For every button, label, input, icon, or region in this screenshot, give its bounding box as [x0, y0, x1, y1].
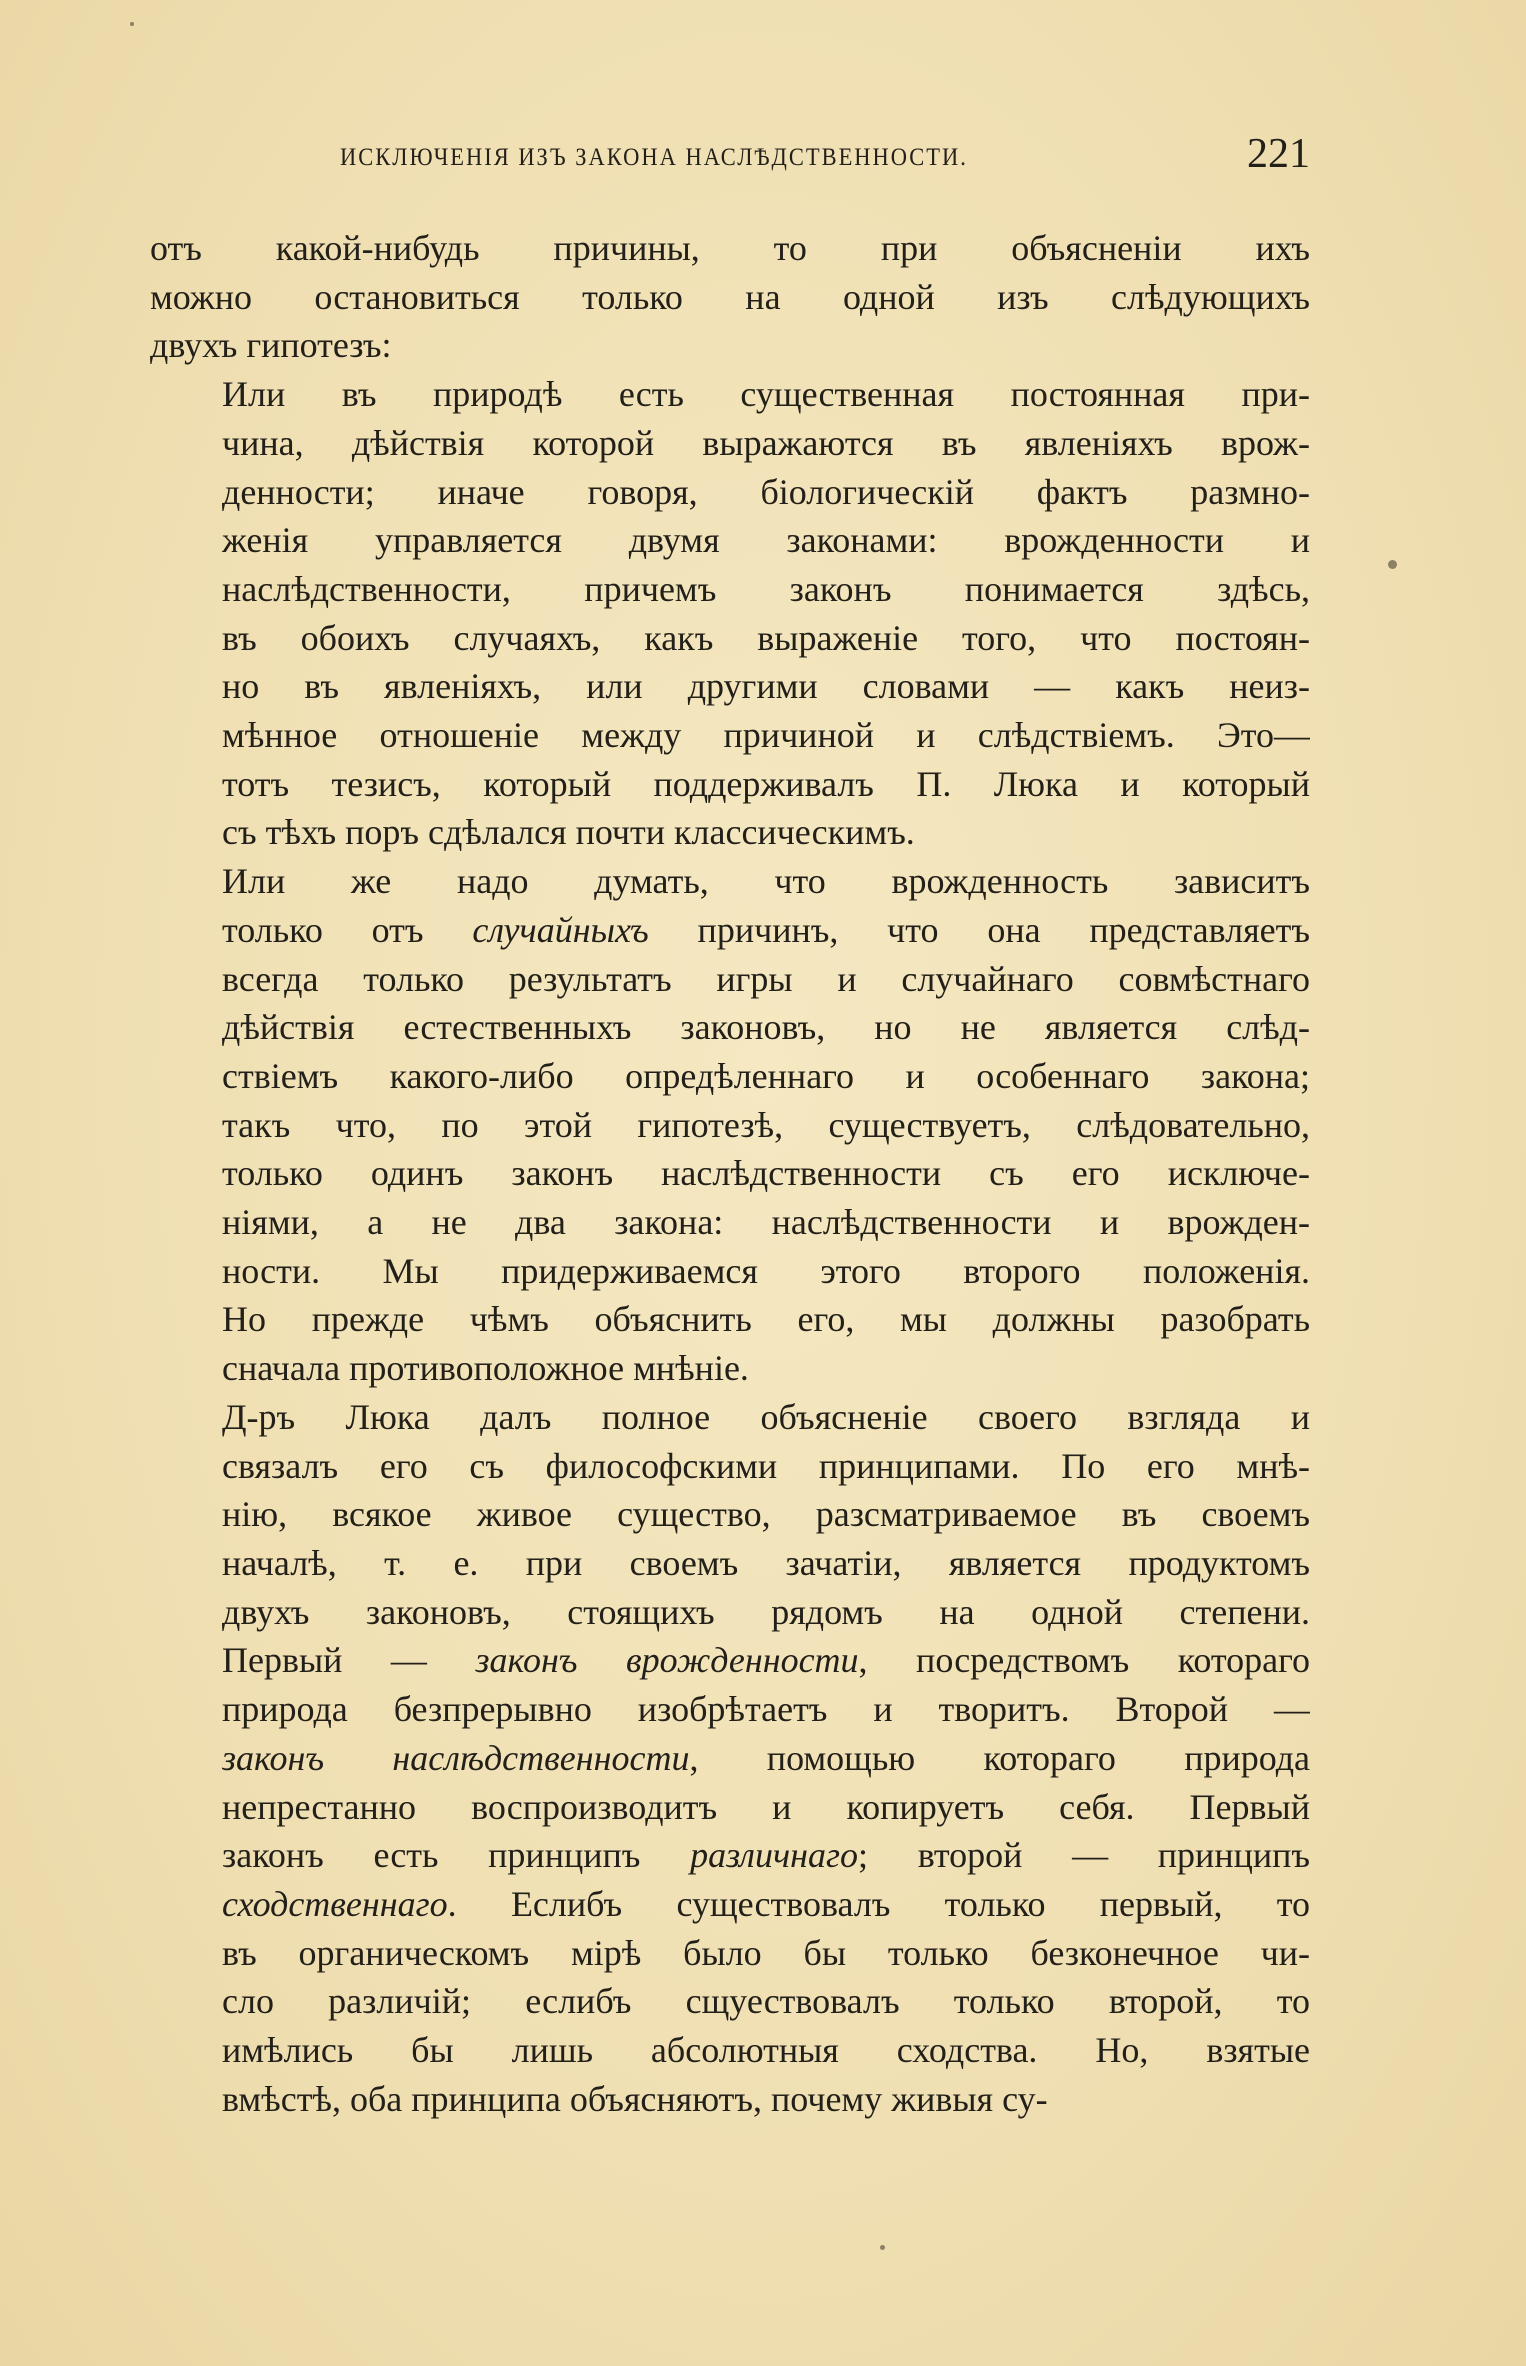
body-text: [150, 224, 1310, 2123]
emphasis: законъ наслѣдственности: [222, 1737, 690, 1778]
text-line: Но прежде чѣмъ объяснить его, мы должны разобрать: [222, 1299, 1310, 1340]
print-speck: [1388, 560, 1397, 569]
text-line: связалъ его съ философскими принципами. По его мнѣ-: [222, 1445, 1310, 1486]
text-line: такъ что, по этой гипотезѣ, существуетъ, слѣдовательно,: [222, 1104, 1310, 1145]
text-line: чина, дѣйствія которой выражаются въ явленіяхъ врож-: [222, 422, 1310, 463]
text-line: въ органическомъ мірѣ было бы только безконечное чи-: [222, 1932, 1310, 1973]
text-line: законъ наслѣдственности, помощью котораго природа: [222, 1737, 1310, 1778]
text-line: началѣ, т. е. при своемъ зачатіи, является продуктомъ: [222, 1542, 1310, 1583]
text-line: отъ какой-нибудь причины, то при объясненіи ихъ: [150, 228, 1310, 268]
text-line: ніями, а не два закона: наслѣдственности и врожден-: [222, 1202, 1310, 1243]
text-line: нію, всякое живое существо, разсматриваемое въ своемъ: [222, 1494, 1310, 1535]
text-line: непрестанно воспроизводитъ и копируетъ себя. Первый: [222, 1786, 1310, 1827]
text-line: двухъ законовъ, стоящихъ рядомъ на одной степени.: [222, 1591, 1310, 1632]
text-line: дѣйствія естественныхъ законовъ, но не является слѣд-: [222, 1007, 1310, 1048]
emphasis: сходственнаго: [222, 1883, 448, 1924]
text-line: Д-ръ Люка далъ полное объясненіе своего взгляда и: [222, 1396, 1310, 1437]
print-speck: [130, 22, 134, 26]
text-line: мѣнное отношеніе между причиной и слѣдствіемъ. Это—: [222, 715, 1310, 756]
text-line: ствіемъ какого-либо опредѣленнаго и особеннаго закона;: [222, 1055, 1310, 1096]
text-line: всегда только результатъ игры и случайнаго совмѣстнаго: [222, 958, 1310, 999]
emphasis: различнаго: [690, 1835, 859, 1876]
text-line: женія управляется двумя законами: врожденности и: [222, 520, 1310, 561]
emphasis: случайныхъ: [472, 909, 649, 950]
text-line: съ тѣхъ поръ сдѣлался почти классическимъ.: [222, 812, 915, 853]
paragraph: [150, 1393, 1310, 2124]
text-line: только одинъ законъ наслѣдственности съ его исключе-: [222, 1153, 1310, 1194]
text-line: Или въ природѣ есть существенная постоянная при-: [222, 374, 1310, 415]
page-number: 221: [1247, 131, 1310, 177]
text-line: сначала противоположное мнѣніе.: [222, 1348, 749, 1389]
text-line: вмѣстѣ, оба принципа объясняютъ, почему живыя су-: [222, 2078, 1048, 2119]
emphasis: законъ врожденности: [475, 1640, 859, 1681]
running-head: ИСКЛЮЧЕНІЯ ИЗЪ ЗАКОНА НАСЛѢДСТВЕННОСТИ.: [340, 144, 968, 171]
text-line: Первый — законъ врожденности, посредствомъ котораго: [222, 1640, 1310, 1681]
text-line: только отъ случайныхъ причинъ, что она представляетъ: [222, 909, 1310, 950]
paragraph: [150, 224, 1310, 370]
text-line: денности; иначе говоря, біологическій фактъ размно-: [222, 471, 1310, 512]
text-line: въ обоихъ случаяхъ, какъ выраженіе того, что постоян-: [222, 617, 1310, 658]
text-line: законъ есть принципъ различнаго; второй — принципъ: [222, 1835, 1310, 1876]
text-line: Или же надо думать, что врожденность зависитъ: [222, 861, 1310, 902]
text-line: можно остановиться только на одной изъ слѣдующихъ: [150, 276, 1310, 317]
text-line: сло различій; еслибъ сщуествовалъ только второй, то: [222, 1981, 1310, 2022]
text-line: природа безпрерывно изобрѣтаетъ и творитъ. Второй —: [222, 1689, 1310, 1730]
paragraph: [150, 370, 1310, 857]
text-line: но въ явленіяхъ, или другими словами — какъ неиз-: [222, 666, 1310, 707]
text-line: тотъ тезисъ, который поддерживалъ П. Люка и который: [222, 763, 1310, 804]
text-line: ности. Мы придерживаемся этого второго положенія.: [222, 1250, 1310, 1291]
text-line: имѣлись бы лишь абсолютныя сходства. Но, взятые: [222, 2030, 1310, 2071]
page-header: [150, 130, 1310, 190]
text-line: наслѣдственности, причемъ законъ понимается здѣсь,: [222, 568, 1310, 609]
text-line: сходственнаго. Еслибъ существовалъ только первый, то: [222, 1883, 1310, 1924]
paragraph: [150, 857, 1310, 1393]
print-speck: [880, 2245, 885, 2250]
text-line: двухъ гипотезъ:: [150, 325, 392, 366]
